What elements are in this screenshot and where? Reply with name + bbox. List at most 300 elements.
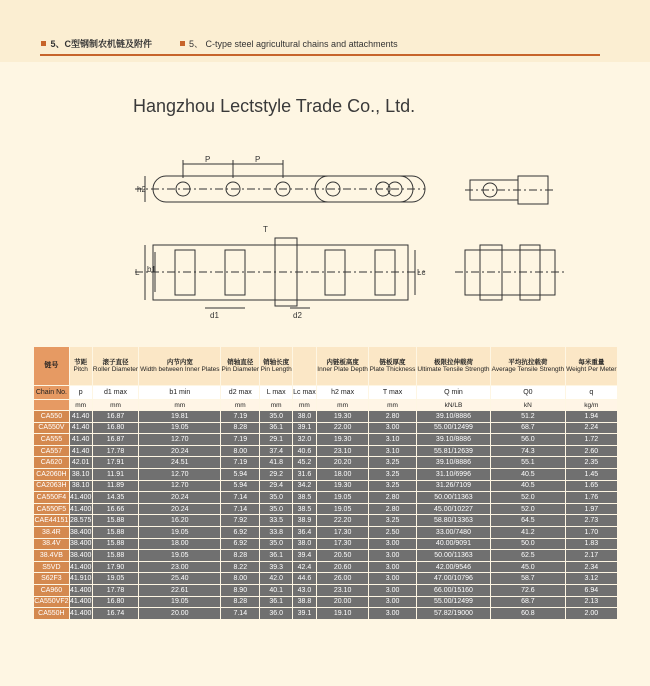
table-cell: 38.400	[69, 551, 92, 559]
table-cell: 19.30	[317, 434, 368, 445]
table-cell: 42.4	[293, 562, 316, 573]
table-cell: 23.10	[317, 585, 368, 596]
column-unit: mm	[93, 400, 139, 410]
table-cell: 15.88	[93, 515, 139, 526]
table-cell: 19.30	[317, 411, 368, 422]
column-header-en: Roller Diameter	[92, 366, 139, 373]
table-cell: 29.4	[260, 481, 292, 492]
table-cell: 8.28	[221, 550, 259, 561]
label-pitch-2: P	[255, 155, 261, 164]
label-pitch-1: P	[205, 155, 211, 164]
banner-divider	[40, 54, 600, 56]
table-cell: 2.13	[566, 597, 617, 608]
table-cell: 41.40	[70, 423, 92, 434]
table-cell: 50.0	[491, 539, 565, 550]
table-cell: 15.88	[93, 550, 139, 561]
table-cell: 42.01	[70, 457, 92, 468]
column-unit: kg/m	[566, 400, 617, 410]
table-cell: 41.400	[69, 563, 92, 571]
table-cell: 16.74	[93, 608, 139, 619]
chain-no-cell: CA555	[34, 434, 69, 445]
table-cell: 62.5	[491, 550, 565, 561]
column-header-en: Inner Plate Depth	[317, 366, 368, 373]
table-cell: 19.05	[139, 423, 220, 434]
table-cell: 41.40	[70, 434, 92, 445]
table-cell: 11.91	[93, 469, 139, 480]
table-cell: 56.0	[491, 434, 565, 445]
table-row	[34, 434, 617, 445]
table-cell: 2.80	[369, 492, 416, 503]
column-header-en: Plate Thickness	[369, 366, 416, 373]
table-cell: 16.20	[139, 515, 220, 526]
column-header	[260, 347, 292, 385]
label-b1: b1	[147, 265, 156, 274]
table-cell: 38.10	[70, 481, 92, 492]
table-cell: 44.6	[293, 573, 316, 584]
table-cell: 3.00	[369, 597, 416, 608]
table-cell: 22.20	[317, 515, 368, 526]
table-cell: 41.910	[69, 575, 92, 583]
table-cell: 5.94	[221, 469, 259, 480]
table-cell: 3.00	[369, 539, 416, 550]
chain-no-cell: CA550F5	[34, 504, 69, 515]
table-cell: 20.60	[317, 562, 368, 573]
column-header-en: Weight Per Meter	[566, 366, 617, 373]
table-row	[34, 550, 617, 561]
table-cell: 8.90	[221, 585, 259, 596]
chain-no-cell: CA2060H	[34, 469, 69, 480]
table-cell: 14.35	[93, 492, 139, 503]
table-cell: 39.10/8886	[417, 457, 490, 468]
table-cell: 2.17	[566, 550, 617, 561]
table-cell: 6.92	[221, 539, 259, 550]
table-cell: 7.19	[221, 457, 259, 468]
table-cell: 19.81	[139, 411, 220, 422]
table-cell: 19.05	[317, 492, 368, 503]
label-T: T	[263, 225, 268, 234]
table-cell: 17.78	[93, 446, 139, 457]
table-cell: 68.7	[491, 423, 565, 434]
chain-no-cell: CA620	[34, 457, 69, 468]
unit-row	[34, 400, 617, 410]
table-cell: 38.0	[293, 539, 316, 550]
table-cell: 52.0	[491, 504, 565, 515]
table-cell: 35.0	[260, 411, 292, 422]
column-unit: mm	[317, 400, 368, 410]
table-row	[34, 423, 617, 434]
column-unit: mm	[221, 400, 259, 410]
bullet-icon	[180, 41, 185, 46]
table-cell: 15.88	[93, 539, 139, 550]
table-cell: 19.05	[139, 527, 220, 538]
column-symbol: Lc max	[293, 386, 316, 399]
table-cell: 72.6	[491, 585, 565, 596]
table-header-row	[34, 347, 617, 385]
column-header	[491, 347, 565, 385]
table-cell: 2.50	[369, 527, 416, 538]
table-cell: 3.10	[369, 434, 416, 445]
table-cell: 8.00	[221, 573, 259, 584]
chain-no-cell: CA960	[34, 585, 69, 596]
table-cell: 39.10/8886	[417, 411, 490, 422]
table-cell: 52.0	[491, 492, 565, 503]
symbol-row	[34, 386, 617, 399]
table-cell: 38.10	[70, 469, 92, 480]
table-cell: 35.0	[260, 504, 292, 515]
table-cell: 2.00	[566, 608, 617, 619]
table-row	[34, 573, 617, 584]
column-unit: kN	[491, 400, 565, 410]
chain-no-cell: CA550VF2	[34, 598, 69, 606]
table-cell: 45.0	[491, 562, 565, 573]
table-cell: 1.76	[566, 492, 617, 503]
table-cell: 40.1	[260, 585, 292, 596]
chain-no-cell: CA550H	[34, 608, 69, 619]
table-cell: 55.00/12499	[417, 423, 490, 434]
label-d1: d1	[210, 311, 219, 320]
column-symbol: Q min	[417, 386, 490, 399]
chain-no-cell: 38.4R	[34, 527, 69, 538]
table-cell: 51.2	[491, 411, 565, 422]
banner-en-text: 5、 C-type steel agricultural chains and attachments	[189, 38, 398, 49]
column-header-cn: 极限拉伸载荷	[433, 358, 473, 366]
table-row	[34, 527, 617, 538]
table-cell: 39.3	[260, 562, 292, 573]
table-cell: 3.25	[369, 515, 416, 526]
table-cell: 41.400	[69, 493, 92, 501]
chain-no-cell: CA550V	[34, 423, 69, 434]
column-symbol: Chain No.	[34, 386, 69, 399]
table-cell: 55.81/12639	[417, 446, 490, 457]
column-unit: mm	[70, 400, 92, 410]
table-cell: 7.14	[221, 492, 259, 503]
table-row	[34, 446, 617, 457]
table-cell: 17.78	[93, 585, 139, 596]
table-cell: 58.7	[491, 573, 565, 584]
column-header-en: Width between Inner Plates	[140, 366, 220, 373]
table-cell: 74.3	[491, 446, 565, 457]
table-cell: 16.87	[93, 411, 139, 422]
table-cell: 39.1	[293, 608, 316, 619]
table-cell: 5.94	[221, 481, 259, 492]
chain-diagram	[125, 150, 565, 330]
table-cell: 38.5	[293, 492, 316, 503]
table-cell: 20.00	[139, 608, 220, 619]
table-cell: 19.30	[317, 481, 368, 492]
table-cell: 47.00/10796	[417, 573, 490, 584]
table-cell: 16.80	[93, 597, 139, 608]
label-h2: h2	[137, 185, 146, 194]
chain-no-cell: S5VD	[34, 562, 69, 573]
chain-no-cell: CA550	[34, 411, 69, 422]
table-row	[34, 515, 617, 526]
table-cell: 1.65	[566, 481, 617, 492]
column-header-cn: 内链板高度	[326, 358, 359, 366]
column-header-cn: 销轴直径	[227, 358, 254, 366]
table-cell: 66.00/15160	[417, 585, 490, 596]
table-cell: 7.19	[221, 434, 259, 445]
column-header-en: Ultimate Tensile Strength	[417, 366, 490, 373]
table-cell: 41.400	[69, 586, 92, 594]
table-cell: 64.5	[491, 515, 565, 526]
column-header	[369, 347, 416, 385]
chain-section-side	[455, 245, 565, 300]
table-cell: 3.00	[369, 573, 416, 584]
table-cell: 7.19	[221, 411, 259, 422]
table-row	[34, 597, 617, 608]
table-cell: 1.97	[566, 504, 617, 515]
table-cell: 29.2	[260, 469, 292, 480]
chain-no-cell: CA2063H	[34, 481, 69, 492]
company-name: Hangzhou Lectstyle Trade Co., Ltd.	[133, 96, 416, 116]
table-cell: 36.1	[260, 550, 292, 561]
table-cell: 68.7	[491, 597, 565, 608]
table-cell: 1.94	[566, 411, 617, 422]
table-cell: 1.70	[566, 527, 617, 538]
table-cell: 38.5	[293, 504, 316, 515]
table-cell: 18.00	[317, 469, 368, 480]
table-cell: 16.87	[93, 434, 139, 445]
table-cell: 8.00	[221, 446, 259, 457]
column-unit: mm	[369, 400, 416, 410]
table-cell: 50.00/11363	[417, 550, 490, 561]
column-unit: mm	[260, 400, 292, 410]
column-header-cn: 滚子直径	[102, 358, 129, 366]
column-symbol: p	[70, 386, 92, 399]
table-cell: 1.83	[566, 539, 617, 550]
bullet-icon	[41, 41, 46, 46]
column-symbol: d1 max	[93, 386, 139, 399]
column-header	[317, 347, 368, 385]
table-row	[34, 539, 617, 550]
table-cell: 3.00	[369, 423, 416, 434]
table-cell: 33.5	[260, 515, 292, 526]
table-cell: 7.14	[221, 504, 259, 515]
table-cell: 39.1	[293, 423, 316, 434]
column-header	[417, 347, 490, 385]
column-header-cn: 平均抗拉载荷	[508, 358, 548, 366]
table-cell: 38.400	[69, 540, 92, 548]
table-cell: 3.00	[369, 562, 416, 573]
table-cell: 12.70	[139, 434, 220, 445]
table-cell: 40.5	[491, 469, 565, 480]
table-cell: 38.9	[293, 515, 316, 526]
table-cell: 38.8	[293, 597, 316, 608]
chain-end-view	[465, 176, 555, 204]
column-header	[139, 347, 220, 385]
table-cell: 41.40	[70, 411, 92, 422]
table-cell: 11.89	[93, 481, 139, 492]
table-cell: 43.0	[293, 585, 316, 596]
table-cell: 20.50	[317, 550, 368, 561]
table-cell: 24.51	[139, 457, 220, 468]
table-cell: 33.8	[260, 527, 292, 538]
column-header-cn: 链板厚度	[379, 358, 406, 366]
banner-cn-text: 5、C型钢制农机链及附件	[50, 38, 152, 49]
table-row	[34, 504, 617, 515]
table-cell: 7.14	[221, 608, 259, 619]
table-cell: 7.92	[221, 515, 259, 526]
chain-top-view	[135, 160, 425, 202]
column-header: 链号	[34, 347, 69, 385]
table-cell: 3.00	[369, 585, 416, 596]
table-cell: 18.00	[139, 539, 220, 550]
table-cell: 15.88	[93, 527, 139, 538]
table-cell: 19.05	[317, 504, 368, 515]
table-cell: 35.0	[260, 492, 292, 503]
table-row	[34, 608, 617, 619]
table-cell: 17.90	[93, 562, 139, 573]
table-cell: 41.8	[260, 457, 292, 468]
table-cell: 3.25	[369, 481, 416, 492]
table-cell: 45.00/10227	[417, 504, 490, 515]
table-cell: 3.25	[369, 469, 416, 480]
table-cell: 17.30	[317, 527, 368, 538]
table-row	[34, 585, 617, 596]
table-cell: 2.60	[566, 446, 617, 457]
table-cell: 8.28	[221, 597, 259, 608]
table-cell: 31.26/7109	[417, 481, 490, 492]
table-cell: 60.8	[491, 608, 565, 619]
table-cell: 19.05	[139, 550, 220, 561]
column-unit: kN/LB	[417, 400, 490, 410]
chain-no-cell: 38.4VB	[34, 550, 69, 561]
table-cell: 22.00	[317, 423, 368, 434]
table-cell: 50.00/11363	[417, 492, 490, 503]
table-cell: 40.5	[491, 481, 565, 492]
table-cell: 6.94	[566, 585, 617, 596]
table-cell: 38.400	[69, 528, 92, 536]
table-cell: 26.00	[317, 573, 368, 584]
table-cell: 20.24	[139, 492, 220, 503]
table-cell: 29.1	[260, 434, 292, 445]
table-cell: 17.30	[317, 539, 368, 550]
table-cell: 45.2	[293, 457, 316, 468]
table-cell: 36.1	[260, 423, 292, 434]
table-cell: 55.1	[491, 457, 565, 468]
table-cell: 32.0	[293, 434, 316, 445]
table-cell: 3.00	[369, 608, 416, 619]
table-cell: 41.40	[70, 446, 92, 457]
chain-no-cell: S62F3	[34, 573, 69, 584]
table-cell: 3.12	[566, 573, 617, 584]
table-cell: 37.4	[260, 446, 292, 457]
table-cell: 23.00	[139, 562, 220, 573]
table-row	[34, 411, 617, 422]
table-cell: 2.73	[566, 515, 617, 526]
table-cell: 41.400	[69, 505, 92, 513]
table-cell: 23.10	[317, 446, 368, 457]
table-cell: 39.10/8886	[417, 434, 490, 445]
column-symbol: q	[566, 386, 617, 399]
table-cell: 2.24	[566, 423, 617, 434]
column-header-en: Pin Length	[260, 366, 292, 373]
table-cell: 31.10/6996	[417, 469, 490, 480]
table-cell: 19.05	[93, 573, 139, 584]
column-header	[566, 347, 617, 385]
column-header	[93, 347, 139, 385]
table-cell: 1.72	[566, 434, 617, 445]
table-cell: 3.10	[369, 446, 416, 457]
table-cell: 55.00/12499	[417, 597, 490, 608]
table-cell: 41.400	[69, 598, 92, 606]
header-banner	[0, 0, 650, 62]
column-symbol: Q0	[491, 386, 565, 399]
table-cell: 16.80	[93, 423, 139, 434]
chain-no-cell: CAE44151	[34, 517, 69, 525]
table-cell: 2.35	[566, 457, 617, 468]
banner-en	[180, 37, 398, 50]
label-L: L	[135, 268, 140, 277]
table-cell: 8.22	[221, 562, 259, 573]
table-cell: 25.40	[139, 573, 220, 584]
table-cell: 33.00/7480	[417, 527, 490, 538]
table-cell: 2.80	[369, 411, 416, 422]
table-cell: 31.6	[293, 469, 316, 480]
column-header	[221, 347, 259, 385]
chain-section-view	[135, 238, 425, 308]
table-cell: 41.2	[491, 527, 565, 538]
column-unit	[34, 400, 69, 410]
column-symbol: b1 min	[139, 386, 220, 399]
table-cell: 1.45	[566, 469, 617, 480]
table-cell: 2.34	[566, 562, 617, 573]
label-d2: d2	[293, 311, 302, 320]
table-cell: 40.00/9091	[417, 539, 490, 550]
spec-table	[33, 346, 618, 620]
table-cell: 36.1	[260, 597, 292, 608]
column-header-cn: 销轴长度	[263, 358, 290, 366]
banner-cn	[40, 37, 180, 50]
table-row	[34, 562, 617, 573]
table-cell: 12.70	[139, 481, 220, 492]
table-cell: 58.80/13363	[417, 515, 490, 526]
table-row	[34, 457, 617, 468]
table-cell: 42.00/9546	[417, 562, 490, 573]
table-cell: 38.0	[293, 411, 316, 422]
chain-no-cell: 38.4V	[34, 539, 69, 550]
column-header-en: Pin Diameter	[221, 366, 260, 373]
table-cell: 19.10	[317, 608, 368, 619]
column-header-en: Average Tensile Strength	[491, 366, 565, 373]
table-cell: 41.400	[69, 609, 92, 617]
column-symbol: d2 max	[221, 386, 259, 399]
table-cell: 20.00	[317, 597, 368, 608]
column-header	[70, 347, 92, 385]
column-symbol: L max	[260, 386, 292, 399]
table-cell: 34.2	[293, 481, 316, 492]
table-cell: 35.0	[260, 539, 292, 550]
table-cell: 17.91	[93, 457, 139, 468]
table-cell: 20.24	[139, 446, 220, 457]
table-cell: 20.20	[317, 457, 368, 468]
table-cell: 8.28	[221, 423, 259, 434]
column-header-cn: 内节内宽	[166, 358, 193, 366]
column-header-cn: 节距	[74, 358, 88, 366]
column-header-cn: 每米重量	[578, 358, 605, 366]
table-cell: 19.05	[139, 597, 220, 608]
table-row	[34, 469, 617, 480]
table-cell: 22.61	[139, 585, 220, 596]
table-cell: 39.4	[293, 550, 316, 561]
label-Lc: Lc	[417, 268, 426, 277]
table-cell: 40.6	[293, 446, 316, 457]
table-cell: 6.92	[221, 527, 259, 538]
chain-no-cell: CA550F4	[34, 492, 69, 503]
chain-no-cell: CA557	[34, 446, 69, 457]
column-header-en: Pitch	[73, 366, 88, 373]
table-cell: 42.0	[260, 573, 292, 584]
